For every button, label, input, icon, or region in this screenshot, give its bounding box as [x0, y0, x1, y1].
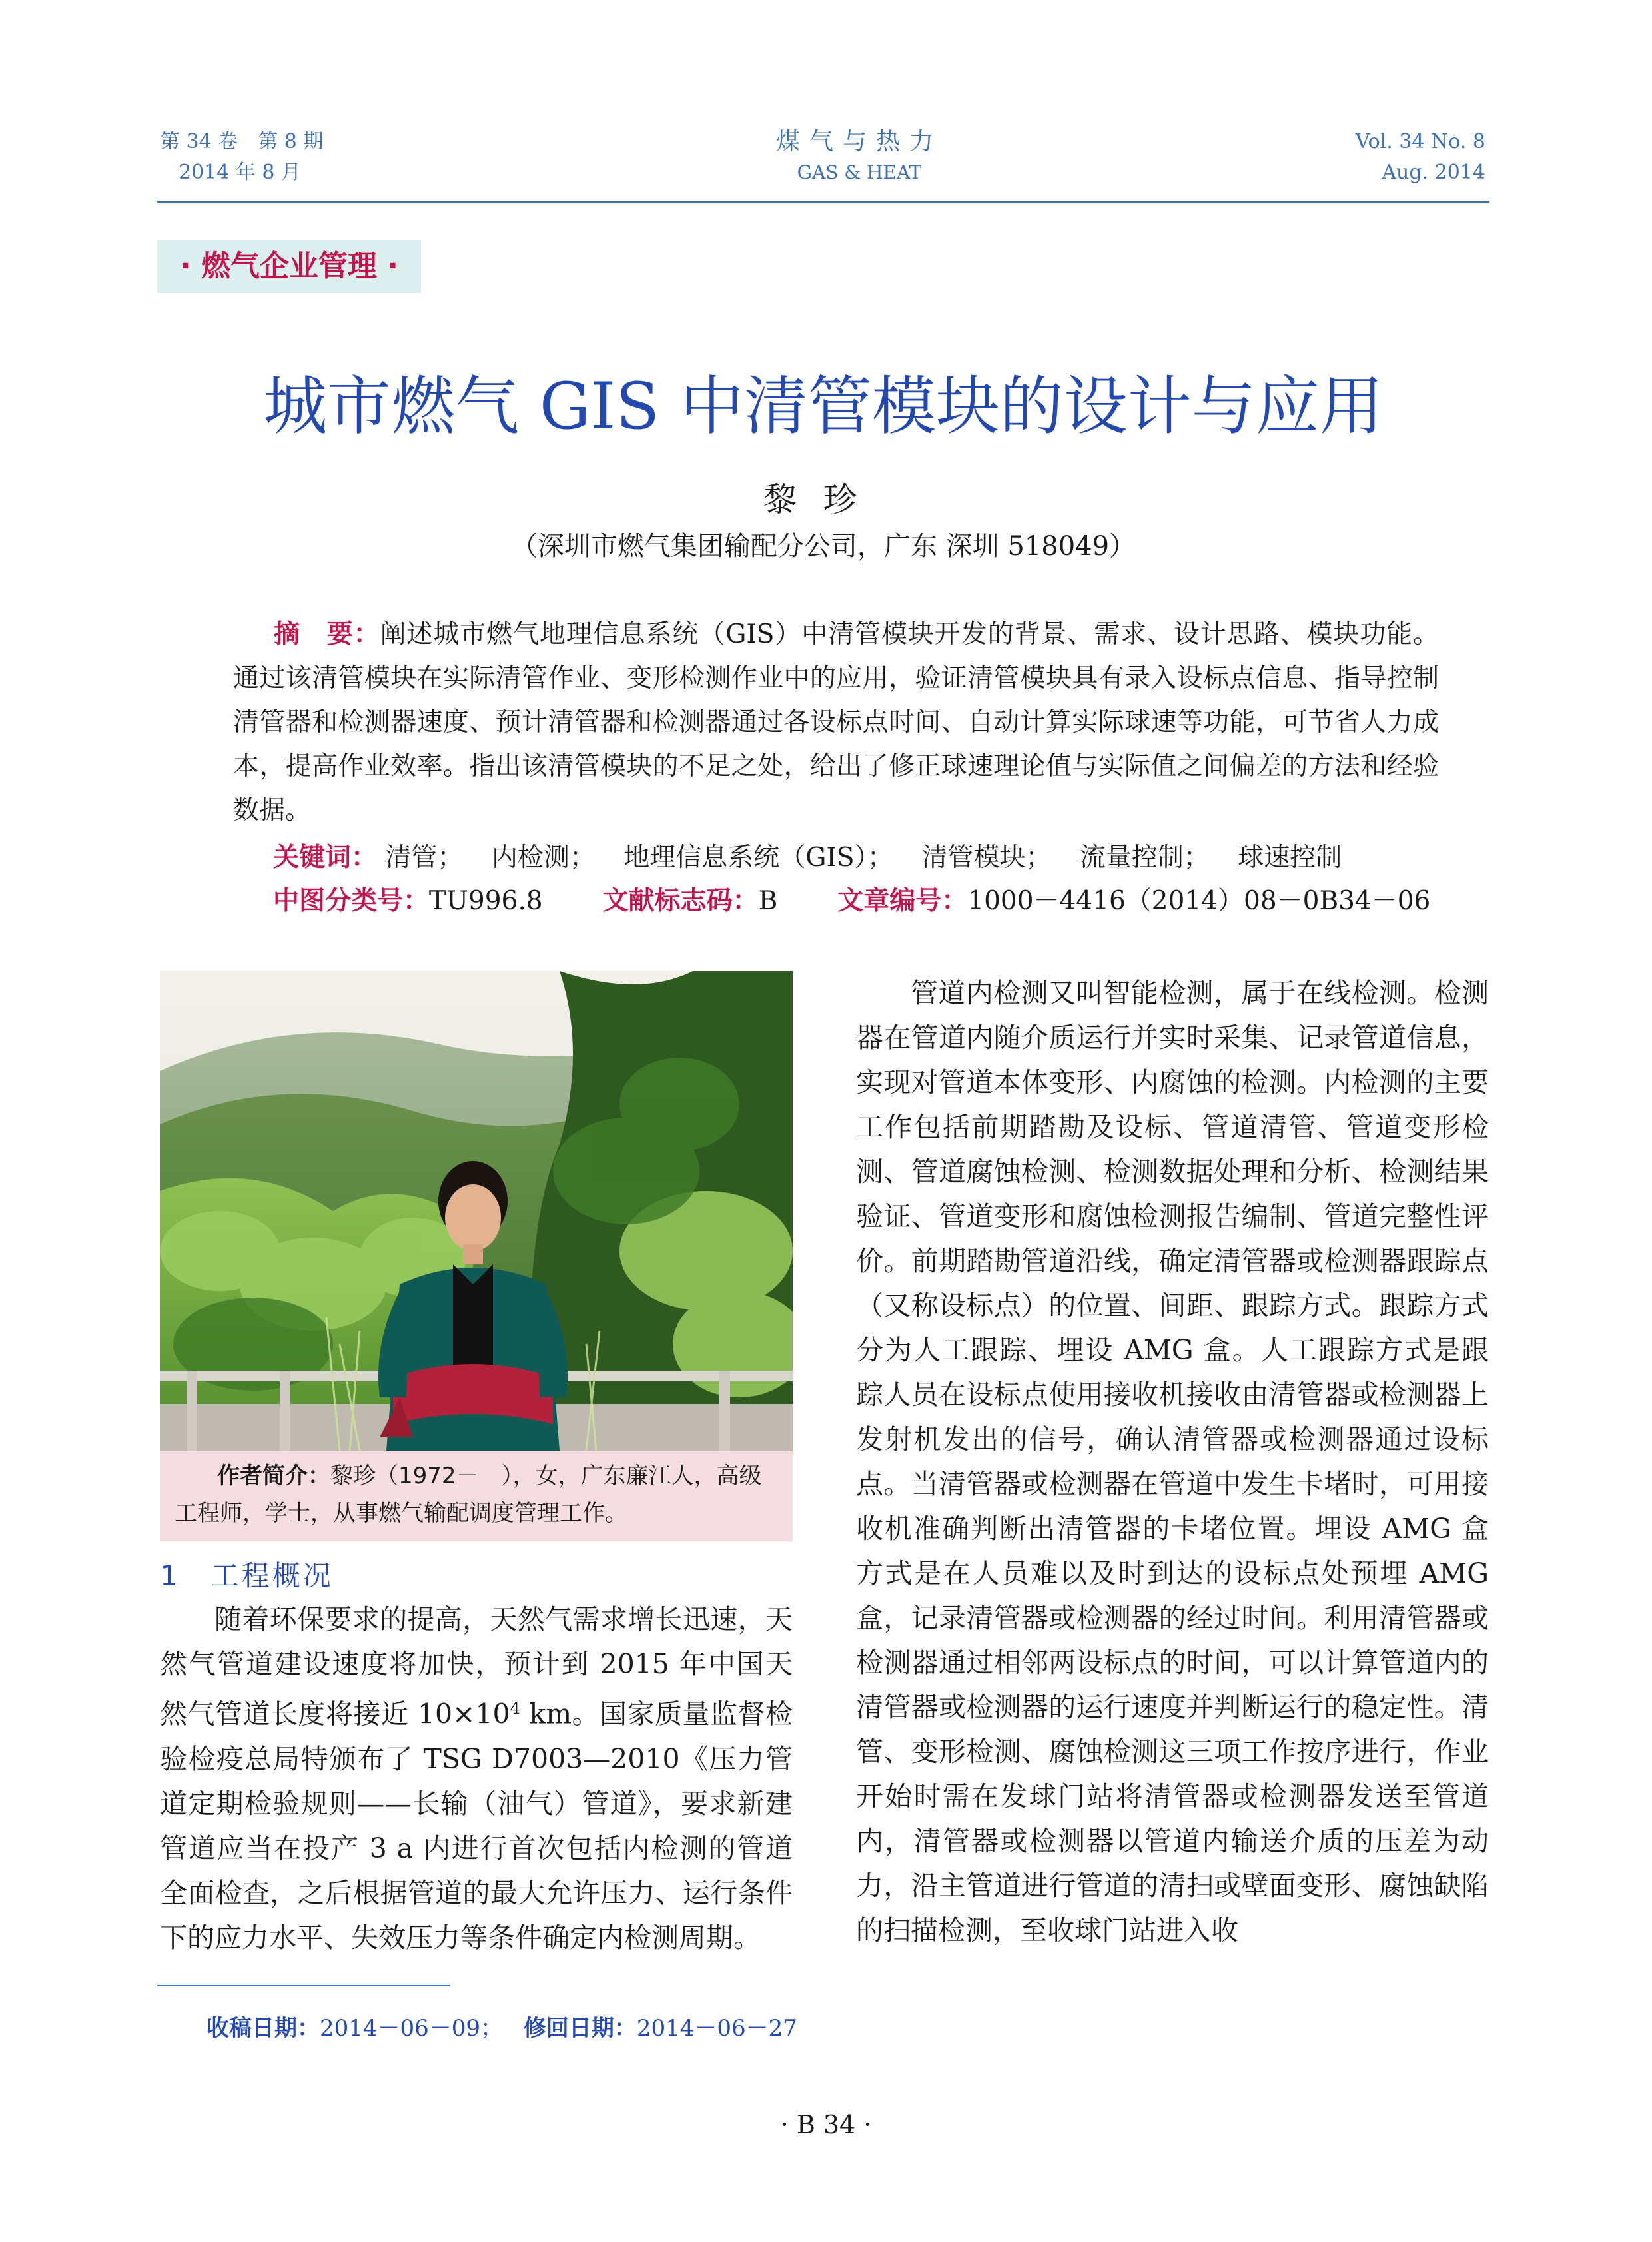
article-title: 城市燃气 GIS 中清管模块的设计与应用	[263, 369, 1384, 444]
author-bio-label: 作者简介：	[217, 1463, 330, 1489]
keyword: 流量控制；	[1079, 843, 1210, 873]
page-number: · B 34 ·	[780, 2110, 872, 2139]
keywords	[273, 836, 1472, 880]
journal-name-en: GAS & HEAT	[797, 161, 922, 183]
author-bio-text: 黎珍（1972－ ），女，广东廉江人，高级工程师，学士，从事燃气输配调度管理工作。	[175, 1463, 762, 1527]
superscript: 4	[510, 1699, 520, 1718]
classification-line	[273, 879, 1472, 923]
footnote-rule	[157, 1985, 450, 1986]
abstract	[233, 613, 1439, 833]
received-label: 收稿日期：	[206, 2015, 320, 2042]
keyword: 地理信息系统（GIS）；	[623, 843, 894, 873]
section-heading: 1 工程概况	[160, 1559, 334, 1592]
section-tag: · 燃气企业管理 ·	[157, 240, 421, 293]
paragraph	[160, 1597, 793, 1960]
abstract-text: 阐述城市燃气地理信息系统（GIS）中清管模块开发的背景、需求、设计思路、模块功能。通过该清管模块在实际清管作业、变形检测作业中的应用，验证清管模块具有录入设标点信息、指导控制清管器和检测器速度、预计清管器和检测器通过各设标点时间、自动计算实际球速等功能，可节省人力成本，提高作业效率。指出该清管模块的不足之处，给出了修正球速理论值与实际值之间偏差的方法和经验数据。	[233, 619, 1439, 825]
date-cn: 2014 年 8 月	[179, 161, 302, 184]
clc-label: 中图分类号：	[273, 886, 430, 916]
author-bio	[160, 1451, 793, 1541]
article-number-value: 1000－4416（2014）08－0B34－06	[967, 886, 1431, 916]
journal-volume-issue-en	[1266, 127, 1485, 188]
keyword: 球速控制	[1238, 843, 1342, 873]
right-column-text	[856, 971, 1489, 1953]
journal-name-cn: 煤气与热力	[775, 128, 943, 155]
author-affiliation: （深圳市燃气集团输配分公司，广东 深圳 518049）	[510, 531, 1136, 561]
keyword: 清管；	[385, 843, 464, 873]
keyword: 内检测；	[491, 843, 596, 873]
left-column-text	[160, 1597, 793, 1960]
header-rule	[157, 201, 1489, 203]
doc-code-label: 文献标志码：	[602, 886, 759, 916]
revised-label: 修回日期：	[523, 2015, 637, 2042]
keyword: 清管模块；	[921, 843, 1052, 873]
paragraph-text-cont: km。国家质量监督检验检疫总局特颁布了 TSG D7003—2010《压力管道定期检验规则——长输（油气）管道》，要求新建管道应当在投产 3 a 内进行首次包括内检测的管道全面检查，之后根据管道的最大允许压力、运行条件下的应力水平、失效压力等条件确定内检测周期。	[160, 1698, 793, 1954]
article-dates	[206, 2012, 1006, 2045]
date-en: Aug. 2014	[1382, 161, 1485, 184]
paragraph-text: 随着环保要求的提高，天然气需求增长迅速，天然气管道建设速度将加快，预计到 2015 年中国天然气管道长度将接近 10×10	[160, 1603, 793, 1730]
received-date: 2014－06－09；	[320, 2015, 504, 2042]
doc-code-value: B	[758, 886, 778, 916]
author-photo	[160, 971, 793, 1451]
revised-date: 2014－06－27	[636, 2015, 797, 2042]
author-name: 黎珍	[763, 480, 883, 519]
author-photo-image	[160, 971, 793, 1451]
keywords-label: 关键词：	[273, 843, 378, 873]
article-number-label: 文章编号：	[837, 886, 968, 916]
volume-issue-cn: 第 34 卷 第 8 期	[160, 130, 324, 153]
volume-issue-en: Vol. 34 No. 8	[1355, 130, 1485, 153]
journal-name	[659, 127, 1059, 188]
clc-value: TU996.8	[429, 886, 543, 916]
paragraph: 管道内检测又叫智能检测，属于在线检测。检测器在管道内随介质运行并实时采集、记录管道信息，实现对管道本体变形、内腐蚀的检测。内检测的主要工作包括前期踏勘及设标、管道清管、管道变形检测、管道腐蚀检测、检测数据处理和分析、检测结果验证、管道变形和腐蚀检测报告编制、管道完整性评价。前期踏勘管道沿线，确定清管器或检测器跟踪点（又称设标点）的位置、间距、跟踪方式。跟踪方式分为人工跟踪、埋设 AMG 盒。人工跟踪方式是跟踪人员在设标点使用接收机接收由清管器或检测器上发射机发出的信号，确认清管器或检测器通过设标点。当清管器或检测器在管道中发生卡堵时，可用接收机准确判断出清管器的卡堵位置。埋设 AMG 盒方式是在人员难以及时到达的设标点处预埋 AMG 盒，记录清管器或检测器的经过时间。利用清管器或检测器通过相邻两设标点的时间，可以计算管道内的清管器或检测器的运行速度并判断运行的稳定性。清管、变形检测、腐蚀检测这三项工作按序进行，作业开始时需在发球门站将清管器或检测器发送至管道内，清管器或检测器以管道内输送介质的压差为动力，沿主管道进行管道的清扫或壁面变形、腐蚀缺陷的扫描检测，至收球门站进入收	[856, 977, 1489, 1946]
abstract-label: 摘 要：	[273, 619, 380, 649]
journal-volume-issue	[160, 127, 426, 188]
